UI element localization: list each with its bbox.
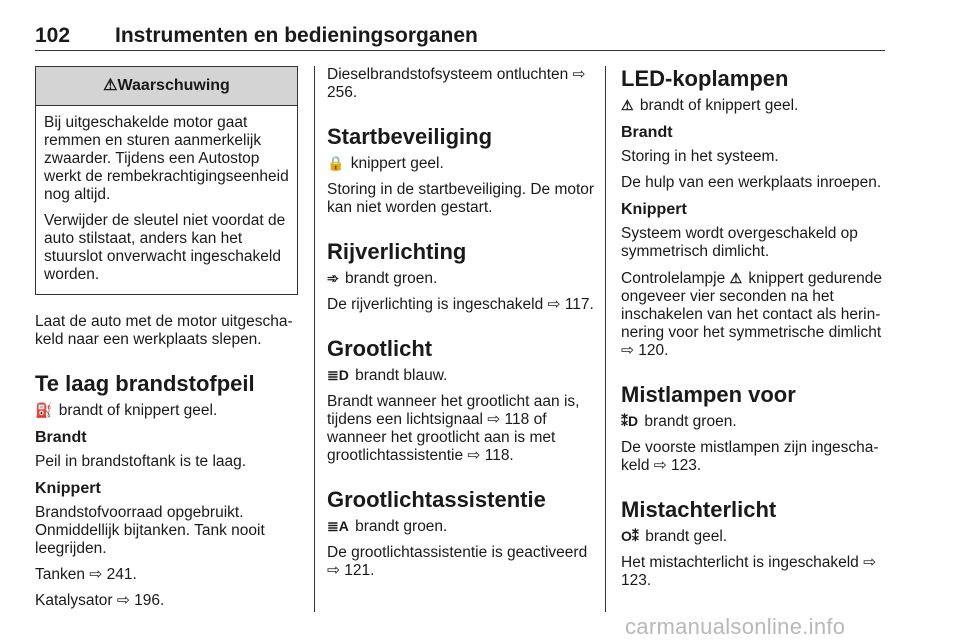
front-fog-icon: ⁑D bbox=[621, 413, 639, 429]
heading-mistlampen: Mistlampen voor bbox=[621, 382, 796, 407]
startbeveiliging-status: knippert geel. bbox=[346, 155, 444, 172]
led-brandt-heading: Brandt bbox=[621, 124, 673, 141]
led-inline-icon: ⚠ bbox=[729, 270, 743, 286]
intro-text: Laat de auto met de motor uitgeschakeld naar een werkplaats slepen. bbox=[35, 313, 293, 348]
daytime-light-icon: ➾ bbox=[327, 270, 339, 286]
mistlampen-status: brandt groen. bbox=[640, 413, 737, 430]
diesel-text: Dieselbrandstofsysteem ontluchten ⇨ 256. bbox=[327, 66, 586, 101]
fuel-brandt-heading: Brandt bbox=[35, 429, 87, 446]
fuel-katalysator-ref[interactable]: Katalysator ⇨ 196. bbox=[35, 592, 165, 609]
warning-body bbox=[36, 106, 297, 294]
column-3 bbox=[621, 66, 889, 598]
high-beam-assist-icon: ≣A bbox=[327, 518, 349, 534]
led-knippert-text-1: Systeem wordt overgeschakeld op symmetrisch dimlicht. bbox=[621, 225, 858, 260]
warning-title: Waarschuwing bbox=[117, 77, 230, 94]
grootlicht-status: brandt blauw. bbox=[350, 367, 448, 384]
fuel-icon: ⛽ bbox=[35, 402, 53, 418]
warning-header bbox=[36, 67, 297, 106]
page-header bbox=[35, 24, 885, 52]
high-beam-icon: ≣D bbox=[327, 367, 349, 383]
column-1 bbox=[35, 66, 300, 618]
column-2 bbox=[327, 66, 595, 588]
heading-fuel: Te laag brandstofpeil bbox=[35, 371, 255, 396]
rijverlichting-text: De rijverlichting is ingeschakeld ⇨ 117. bbox=[327, 296, 594, 313]
startbeveiliging-text: Storing in de startbeveiliging. De motor kan niet worden gestart. bbox=[327, 181, 595, 216]
mistlampen-text: De voorste mistlampen zijn ingeschakeld ⇨ 123. bbox=[621, 439, 879, 474]
page-number: 102 bbox=[35, 24, 71, 47]
heading-grootlichtassistentie: Grootlichtassistentie bbox=[327, 487, 546, 512]
column-divider-1 bbox=[314, 66, 315, 612]
header-rule bbox=[35, 50, 885, 51]
fuel-brandt-text: Peil in brandstoftank is te laag. bbox=[35, 453, 247, 470]
warning-box bbox=[35, 66, 298, 295]
led-status: brandt of knippert geel. bbox=[635, 97, 799, 114]
page-title: Instrumenten en bedieningsorganen bbox=[115, 24, 478, 47]
led-brandt-text-2: De hulp van een werkplaats inroepen. bbox=[621, 174, 882, 191]
led-brandt-text-1: Storing in het systeem. bbox=[621, 148, 779, 165]
heading-mistachterlicht: Mistachterlicht bbox=[621, 497, 777, 522]
heading-rijverlichting: Rijverlichting bbox=[327, 239, 467, 264]
led-knippert-text-2b: knippert gedurende ongeveer vier seconden na het inschakelen van het contact als herinnering voor het symmetrische dimlicht ⇨ 120. bbox=[621, 270, 883, 359]
immobiliser-icon: 🔒 bbox=[327, 155, 345, 171]
fuel-status: brandt of knippert geel. bbox=[54, 402, 218, 419]
fuel-knippert-text: Brandstofvoorraad opgebruikt. Onmiddellijk bijtanken. Tank nooit leegrijden. bbox=[35, 504, 265, 557]
warning-text-2: Verwijder de sleutel niet voordat de auto stilstaat, anders kan het stuurslot onverwacht ingeschakeld worden. bbox=[44, 212, 286, 283]
warning-icon: ⚠ bbox=[103, 77, 118, 94]
heading-startbeveiliging: Startbeveiliging bbox=[327, 124, 493, 149]
heading-led: LED-koplampen bbox=[621, 66, 789, 91]
grootlichtassistentie-text: De grootlichtassistentie is geactiveerd ⇨ 121. bbox=[327, 544, 588, 579]
grootlicht-text: Brandt wanneer het grootlicht aan is, tijdens een lichtsignaal ⇨ 118 of wanneer het grootlicht aan is met grootlichtassistentie ⇨ 118. bbox=[327, 393, 580, 464]
led-headlight-icon: ⚠ bbox=[621, 97, 634, 113]
fuel-knippert-heading: Knippert bbox=[35, 480, 101, 497]
column-divider-2 bbox=[605, 66, 606, 612]
watermark: carmanualsonline.info bbox=[625, 614, 846, 639]
grootlichtassistentie-status: brandt groen. bbox=[350, 518, 448, 535]
mistachterlicht-text: Het mistachterlicht is ingeschakeld ⇨ 123. bbox=[621, 554, 877, 589]
mistachterlicht-status: brandt geel. bbox=[640, 528, 728, 545]
led-knippert-heading: Knippert bbox=[621, 201, 687, 218]
heading-grootlicht: Grootlicht bbox=[327, 336, 433, 361]
fuel-tanken-ref[interactable]: Tanken ⇨ 241. bbox=[35, 566, 137, 583]
warning-text-1: Bij uitgeschakelde motor gaat remmen en sturen aanmerkelijk zwaarder. Tijdens een Autostop werkt de rembekrachtigingseenheid nog altijd. bbox=[44, 114, 289, 203]
rear-fog-icon: O⁑ bbox=[621, 528, 639, 544]
led-knippert-text-2a: Controlelampje bbox=[621, 270, 730, 287]
rijverlichting-status: brandt groen. bbox=[340, 270, 438, 287]
